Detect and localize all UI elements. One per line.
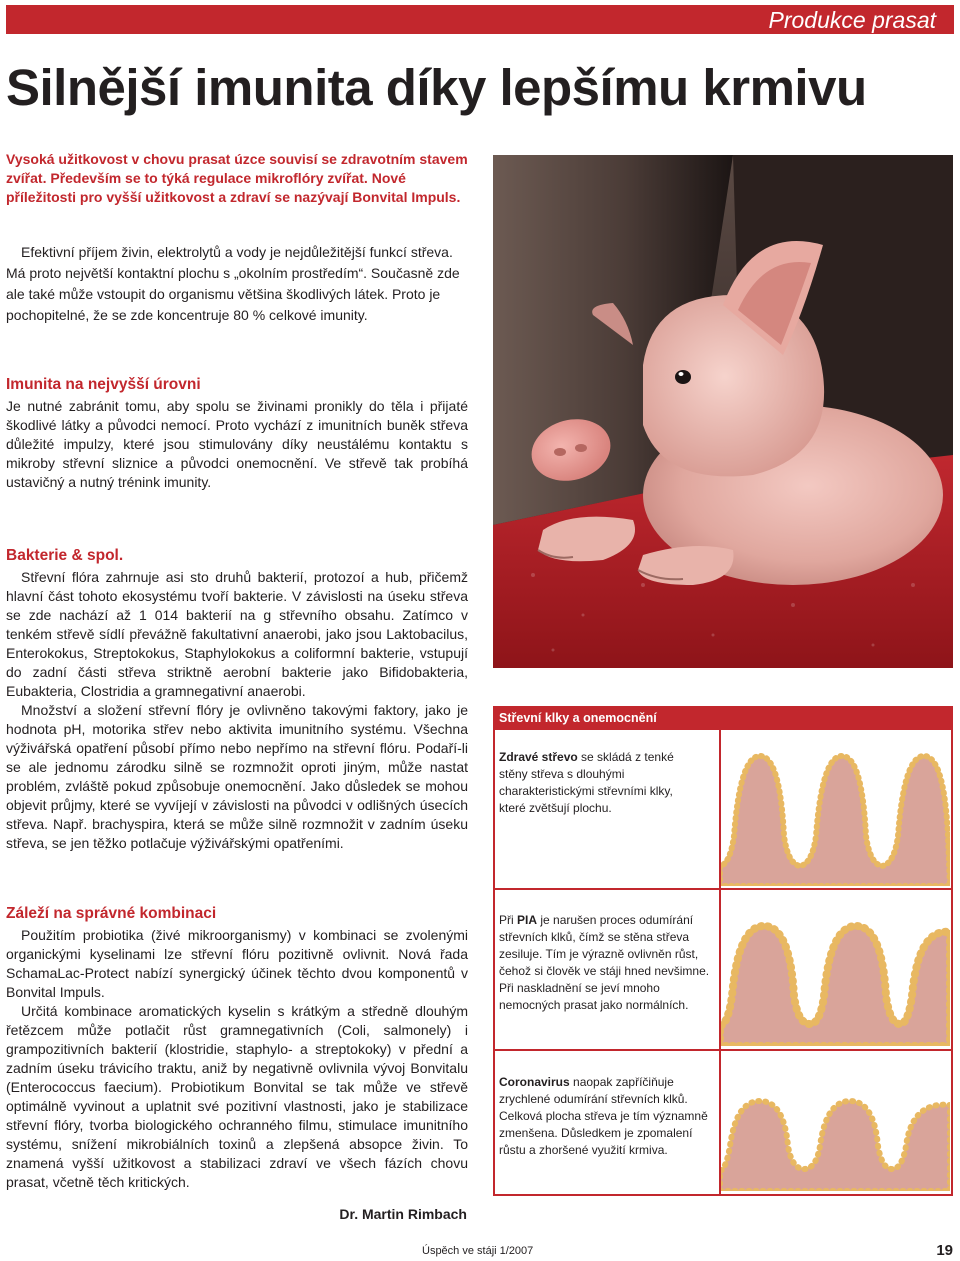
page-number: 19 xyxy=(936,1242,953,1259)
infobox-title: Střevní klky a onemocnění xyxy=(499,711,657,725)
article-headline: Silnější imunita díky lepšímu krmivu xyxy=(6,59,867,116)
article-author: Dr. Martin Rimbach xyxy=(339,1206,467,1222)
footer-publication: Úspěch ve stáji 1/2007 xyxy=(422,1245,534,1257)
pia-villi-diagram xyxy=(720,906,950,1046)
villi-infobox xyxy=(493,706,953,1196)
section-combination-paragraph-1: Použitím probiotika (živé mikroorganismy) v kombinaci se zvolenými organickými kyselinami lze střevní flóru pozitivně ovlivnit. Nová řada SchamaLac-Protect nabízí synergický účinek těchto dvou komponentů v Bonvital Impuls. xyxy=(6,927,468,1000)
infobox-pia-label: PIA xyxy=(517,913,538,927)
section-title: Produkce prasat xyxy=(768,7,936,33)
section-immunity-body xyxy=(6,397,468,492)
infobox-inner-divider xyxy=(719,730,721,1194)
infobox-right-border xyxy=(951,706,953,1196)
infobox-corona-label: Coronavirus xyxy=(499,1075,570,1089)
infobox-pia-prefix: Při xyxy=(499,913,517,927)
healthy-villi-diagram xyxy=(720,736,950,886)
section-combination-body xyxy=(6,926,468,1192)
infobox-header xyxy=(493,706,953,730)
coronavirus-villi-diagram xyxy=(720,1061,950,1191)
infobox-corona-description: naopak zapříčiňuje zrychlené odumírání střevních klků. Celková plocha střeva je tím významně zmenšena. Důsledkem je zpomalení růstu a zhoršené využití krmiva. xyxy=(499,1075,708,1157)
section-immunity-heading: Imunita na nejvyšší úrovni xyxy=(6,376,201,393)
section-bacteria-body xyxy=(6,568,468,853)
infobox-healthy-label: Zdravé střevo xyxy=(499,750,578,764)
piglet-illustration xyxy=(493,155,953,668)
article-intro xyxy=(6,242,476,326)
section-bacteria xyxy=(6,545,468,853)
section-combination xyxy=(6,903,468,1192)
infobox-healthy-description: se skládá z tenké stěny střeva s dlouhými charakteristickými střevními klky, které zvětšují plochu. xyxy=(499,750,674,815)
article-lead: Vysoká užitkovost v chovu prasat úzce souvisí se zdravotním stavem zvířat. Především se to týká regulace mikroflóry zvířat. Nové příležitosti pro vyšší užitkovost a zdraví se nazývají Bonvital Impuls. xyxy=(6,151,468,205)
section-combination-heading: Záleží na správné kombinaci xyxy=(6,905,217,922)
section-combination-paragraph-2: Určitá kombinace aromatických kyselin s krátkým a středně dlouhým řetězcem může potlačit růst gramnegativních (Coli, salmonely) i grampozitivních bakterií (klostridie, staphylo- a streptokoky) v přední a zadním úseku trávicího traktu, aniž by negativně ovlivnila vývoj Bonvitalu (Enterococcus faecium). Probiotikum Bonvital se tak může ve střevě optimálně vyvinout a uplatnit své pozitivní vlastnosti, jako je stabilizace střevní flóry, tvorba biologického ochranného filmu, stimulace imunitního systému, snížení mikrobiálních toxinů a zlepšená absopce živin. To znamená vyšší užitkovost a stabilizaci zdraví ve všech fázích chovu prasat, včetně těch kritických. xyxy=(6,1003,468,1190)
infobox-bottom-border xyxy=(493,1194,953,1196)
infobox-divider-2 xyxy=(493,1049,953,1051)
infobox-pia-description: je narušen proces odumírání střevních klků, čímž se stěna střeva zesiluje. Tím je výrazně ovlivněn růst, čehož si člověk ve stáji hned nevšimne. Při naskladnění se jeví mnoho nemocných prasat jako normálních. xyxy=(499,913,710,1012)
infobox-pia-text xyxy=(499,912,719,1014)
infobox-healthy-text xyxy=(499,749,699,817)
infobox-left-border xyxy=(493,706,495,1196)
section-immunity-paragraph: Je nutné zabránit tomu, aby spolu se živinami pronikly do těla i přijaté škodlivé látky a původci nemocí. Proto vychází z imunitních buněk střeva důležité impulzy, které jsou stimulovány díky neustálému kontaktu s mikroby střevní sliznice a původci onemocnění. Ve střevě tak probíhá ustavičný a nutný trénink imunity. xyxy=(6,398,468,490)
section-bacteria-paragraph-2: Množství a složení střevní flóry je ovlivněno takovými faktory, jako je hodnota pH, motorika střev nebo aktivita imunitního systému. Všechna výživářská opatření působí přímo nebo nepřímo na střevní flóru. Podaří-li se ale jednomu zárodku silně se rozmnožit oproti jiným, může nastat problém, zvláště pokud způsobuje onemocnění. Jako důsledek se mohou objevit průjmy, které se vyvíjejí v závislosti na původci v odlišných úsecích střeva. Např. brachyspira, která se může silně rozmnožit v zadním úseku střeva, se jen těžko potlačuje výživářskými opatřeními. xyxy=(6,702,468,851)
section-header-bar xyxy=(6,5,954,34)
intro-paragraph: Efektivní příjem živin, elektrolytů a vody je nejdůležitější funkcí střeva. Má proto největší kontaktní plochu s „okolním prostředím“. Současně zde ale také může vstoupit do organismu většina škodlivých látek. Proto je pochopitelné, že se zde koncentruje 80 % celkové imunity. xyxy=(6,244,460,323)
infobox-divider-1 xyxy=(493,888,953,890)
section-bacteria-heading: Bakterie & spol. xyxy=(6,547,124,564)
section-bacteria-paragraph-1: Střevní flóra zahrnuje asi sto druhů bakterií, protozoí a hub, přičemž hlavní část tohoto ekosystému tvoří bakterie. V závislosti na úseku střeva se zde nachází až 1 014 bakterií na g střevního obsahu. Zatímco v tenkém střevě sídlí převážně fakultativní anaerobi, jako jsou Laktobacilus, Enterokokus, Streptokokus, Staphylokokus a coliformní bakterie, vstupují do zadní části střeva striktně aerobní bakterie jako Bifidobakteria, Eubakteria, Clostridia a gramnegativní anaerobi. xyxy=(6,569,468,699)
piglet-photo xyxy=(493,155,953,668)
section-immunity xyxy=(6,374,468,492)
infobox-corona-text xyxy=(499,1074,719,1159)
